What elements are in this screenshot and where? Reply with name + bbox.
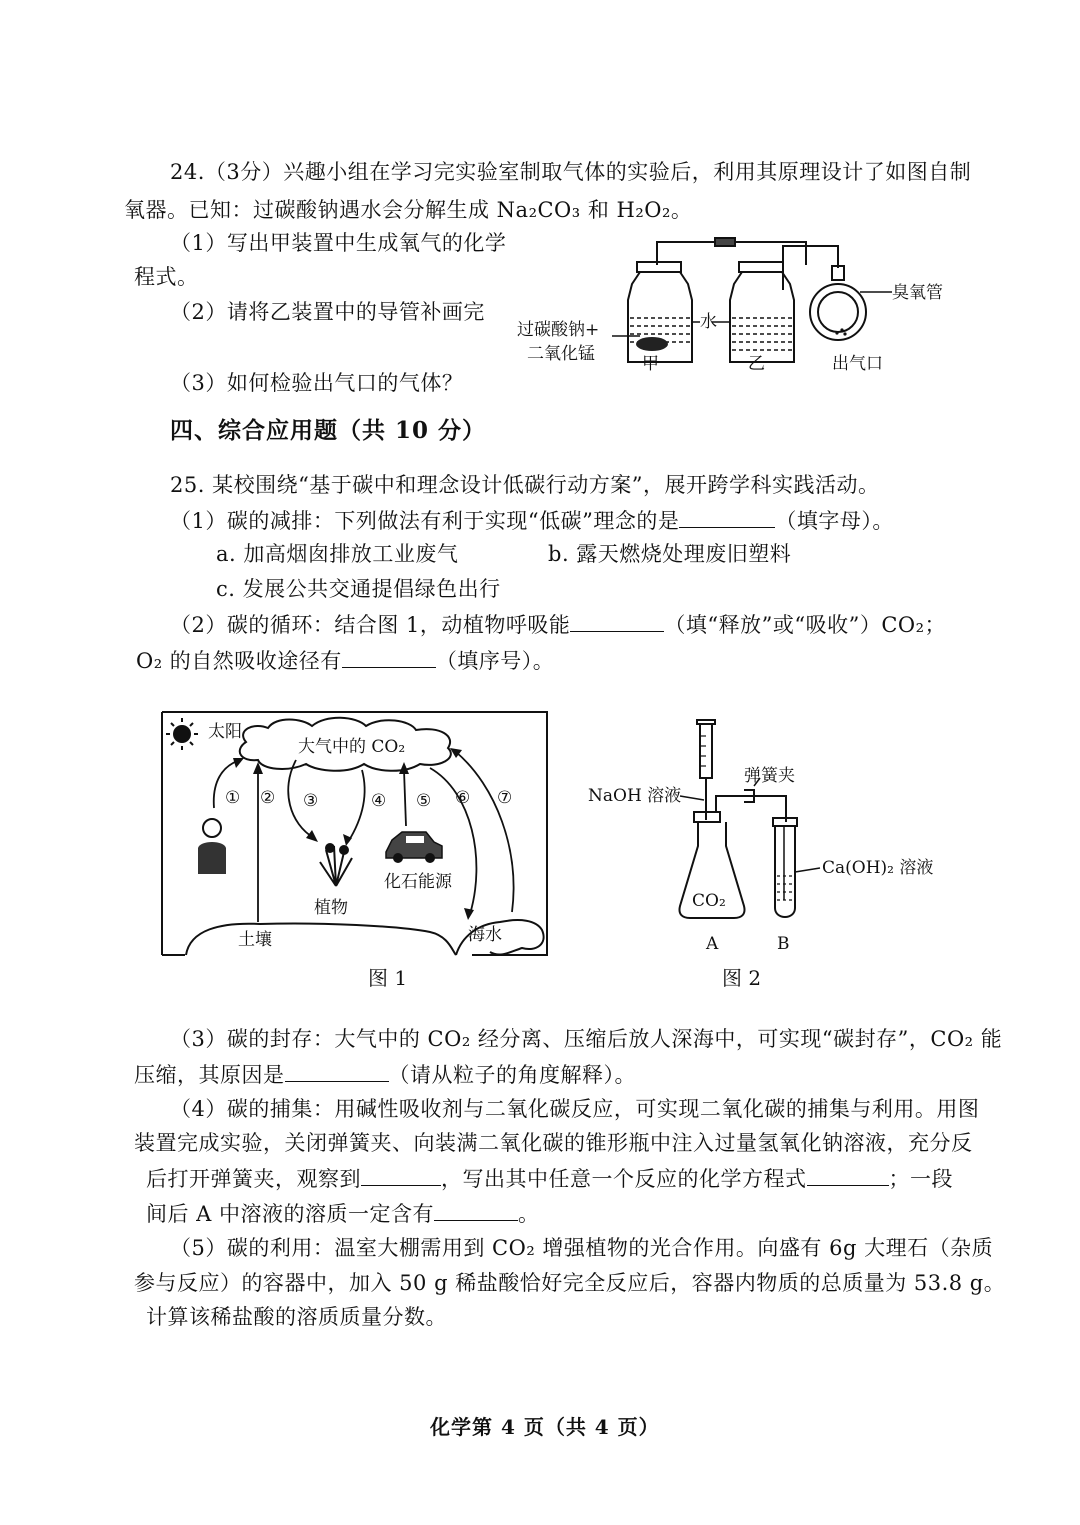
label-sun: 太阳 xyxy=(208,722,242,742)
label-cloud: 大气中的 CO₂ xyxy=(298,737,406,757)
label-sea: 海水 xyxy=(468,925,502,945)
q25-p2-text: （2）碳的循环：结合图 1，动植物呼吸能 xyxy=(170,613,571,637)
q24-p3: （3）如何检验出气口的气体？ xyxy=(170,371,464,395)
q25-p2-mid: （填“释放”或“吸收”）CO₂； xyxy=(664,613,947,637)
figure-2-caption: 图 2 xyxy=(722,966,762,990)
q25-p4b: 装置完成实验，关闭弹簧夹、向装满二氧化碳的锥形瓶中注入过量氢氧化钠溶液，充分反 xyxy=(134,1131,973,1155)
q25-opt-a: a. 加高烟囱排放工业废气 xyxy=(216,542,459,566)
q25-p4a: （4）碳的捕集：用碱性吸收剂与二氧化碳反应，可实现二氧化碳的捕集与利用。用图 xyxy=(170,1097,980,1121)
label-plant: 植物 xyxy=(314,898,348,918)
q25-p4d xyxy=(146,1198,540,1229)
label-jia: 甲 xyxy=(642,354,659,374)
label-soil: 土壤 xyxy=(238,930,272,950)
q25-p5b: 参与反应）的容器中，加入 50 g 稀盐酸恰好完全反应后，容器内物质的总质量为 53.8 g。 xyxy=(134,1271,1006,1295)
num-1: ① xyxy=(225,788,241,808)
label-caoh: Ca(OH)₂ 溶液 xyxy=(822,858,934,878)
answer-blank-7[interactable] xyxy=(434,1198,518,1221)
q25-opt-c: c. 发展公共交通提倡绿色出行 xyxy=(216,577,501,601)
label-outlet: 出气口 xyxy=(832,354,883,374)
q24-p1a: （1）写出甲装置中生成氧气的化学 xyxy=(170,231,507,255)
q25-p4d-tail: 。 xyxy=(518,1202,540,1226)
q25-p2b-tail: （填序号）。 xyxy=(435,649,555,673)
q25-p4c-text3: ；一段 xyxy=(888,1167,953,1191)
q24-line2: 氧器。已知：过碳酸钠遇水会分解生成 Na₂CO₃ 和 H₂O₂。 xyxy=(124,198,693,222)
label-fossil: 化石能源 xyxy=(384,872,452,892)
figure-1-caption: 图 1 xyxy=(368,966,408,990)
label-a: A xyxy=(706,934,719,954)
label-water: 水 xyxy=(700,312,717,332)
num-2: ② xyxy=(260,788,276,808)
syringe-barrel xyxy=(700,724,712,778)
label-co2: CO₂ xyxy=(692,891,726,911)
test-tube-b xyxy=(775,826,795,917)
num-7: ⑦ xyxy=(497,788,513,808)
q25-p3b xyxy=(134,1059,636,1090)
answer-blank-6[interactable] xyxy=(807,1163,889,1186)
q25-intro: 25. 某校围绕“基于碳中和理念设计低碳行动方案”，展开跨学科实践活动。 xyxy=(170,473,880,497)
q25-p3b-tail: （请从粒子的角度解释）。 xyxy=(388,1063,636,1087)
q24-p2: （2）请将乙装置中的导管补画完 xyxy=(170,300,485,324)
num-5: ⑤ xyxy=(416,791,432,811)
q24-p1b: 程式。 xyxy=(134,265,199,289)
q25-p1-text: （1）碳的减排：下列做法有利于实现“低碳”理念的是 xyxy=(170,509,680,533)
q25-p1-tail: （填字母）。 xyxy=(775,509,894,533)
label-b: B xyxy=(777,934,790,954)
label-naoh: NaOH 溶液 xyxy=(588,786,682,806)
answer-blank-4[interactable] xyxy=(285,1059,389,1082)
q25-p3b-text: 压缩，其原因是 xyxy=(134,1063,285,1087)
q25-p5a: （5）碳的利用：温室大棚需用到 CO₂ 增强植物的光合作用。向盛有 6g 大理石（杂质 xyxy=(170,1236,994,1260)
q24-line1: 24.（3分）兴趣小组在学习完实验室制取气体的实验后，利用其原理设计了如图自制 xyxy=(170,160,972,184)
q25-p3a: （3）碳的封存：大气中的 CO₂ 经分离、压缩后放人深海中，可实现“碳封存”，CO₂ 能 xyxy=(170,1027,1003,1051)
num-6: ⑥ xyxy=(455,788,471,808)
label-ozone-tube: 臭氧管 xyxy=(892,283,943,303)
label-clamp: 弹簧夹 xyxy=(744,766,795,786)
num-3: ③ xyxy=(303,791,319,811)
q25-p4c xyxy=(146,1163,953,1194)
q25-p5c: 计算该稀盐酸的溶质质量分数。 xyxy=(146,1305,447,1329)
tube-b-liquid xyxy=(777,876,793,900)
page-footer: 化学第 4 页（共 4 页） xyxy=(430,1415,660,1439)
label-reagent2: 二氧化锰 xyxy=(527,344,595,364)
label-yi: 乙 xyxy=(748,354,765,374)
answer-blank-5[interactable] xyxy=(361,1163,441,1186)
section-title: 四、综合应用题（共 10 分） xyxy=(170,417,487,444)
q25-p4c-text2: ，写出其中任意一个反应的化学方程式 xyxy=(441,1167,807,1191)
q25-p2b-text: O₂ 的自然吸收途径有 xyxy=(136,649,342,673)
q25-opt-b: b. 露天燃烧处理废旧塑料 xyxy=(548,542,792,566)
num-4: ④ xyxy=(371,791,387,811)
label-reagent1: 过碳酸钠+ xyxy=(517,320,600,340)
q25-p4d-text: 间后 A 中溶液的溶质一定含有 xyxy=(146,1202,435,1226)
q25-p4c-text1: 后打开弹簧夹，观察到 xyxy=(146,1167,361,1191)
